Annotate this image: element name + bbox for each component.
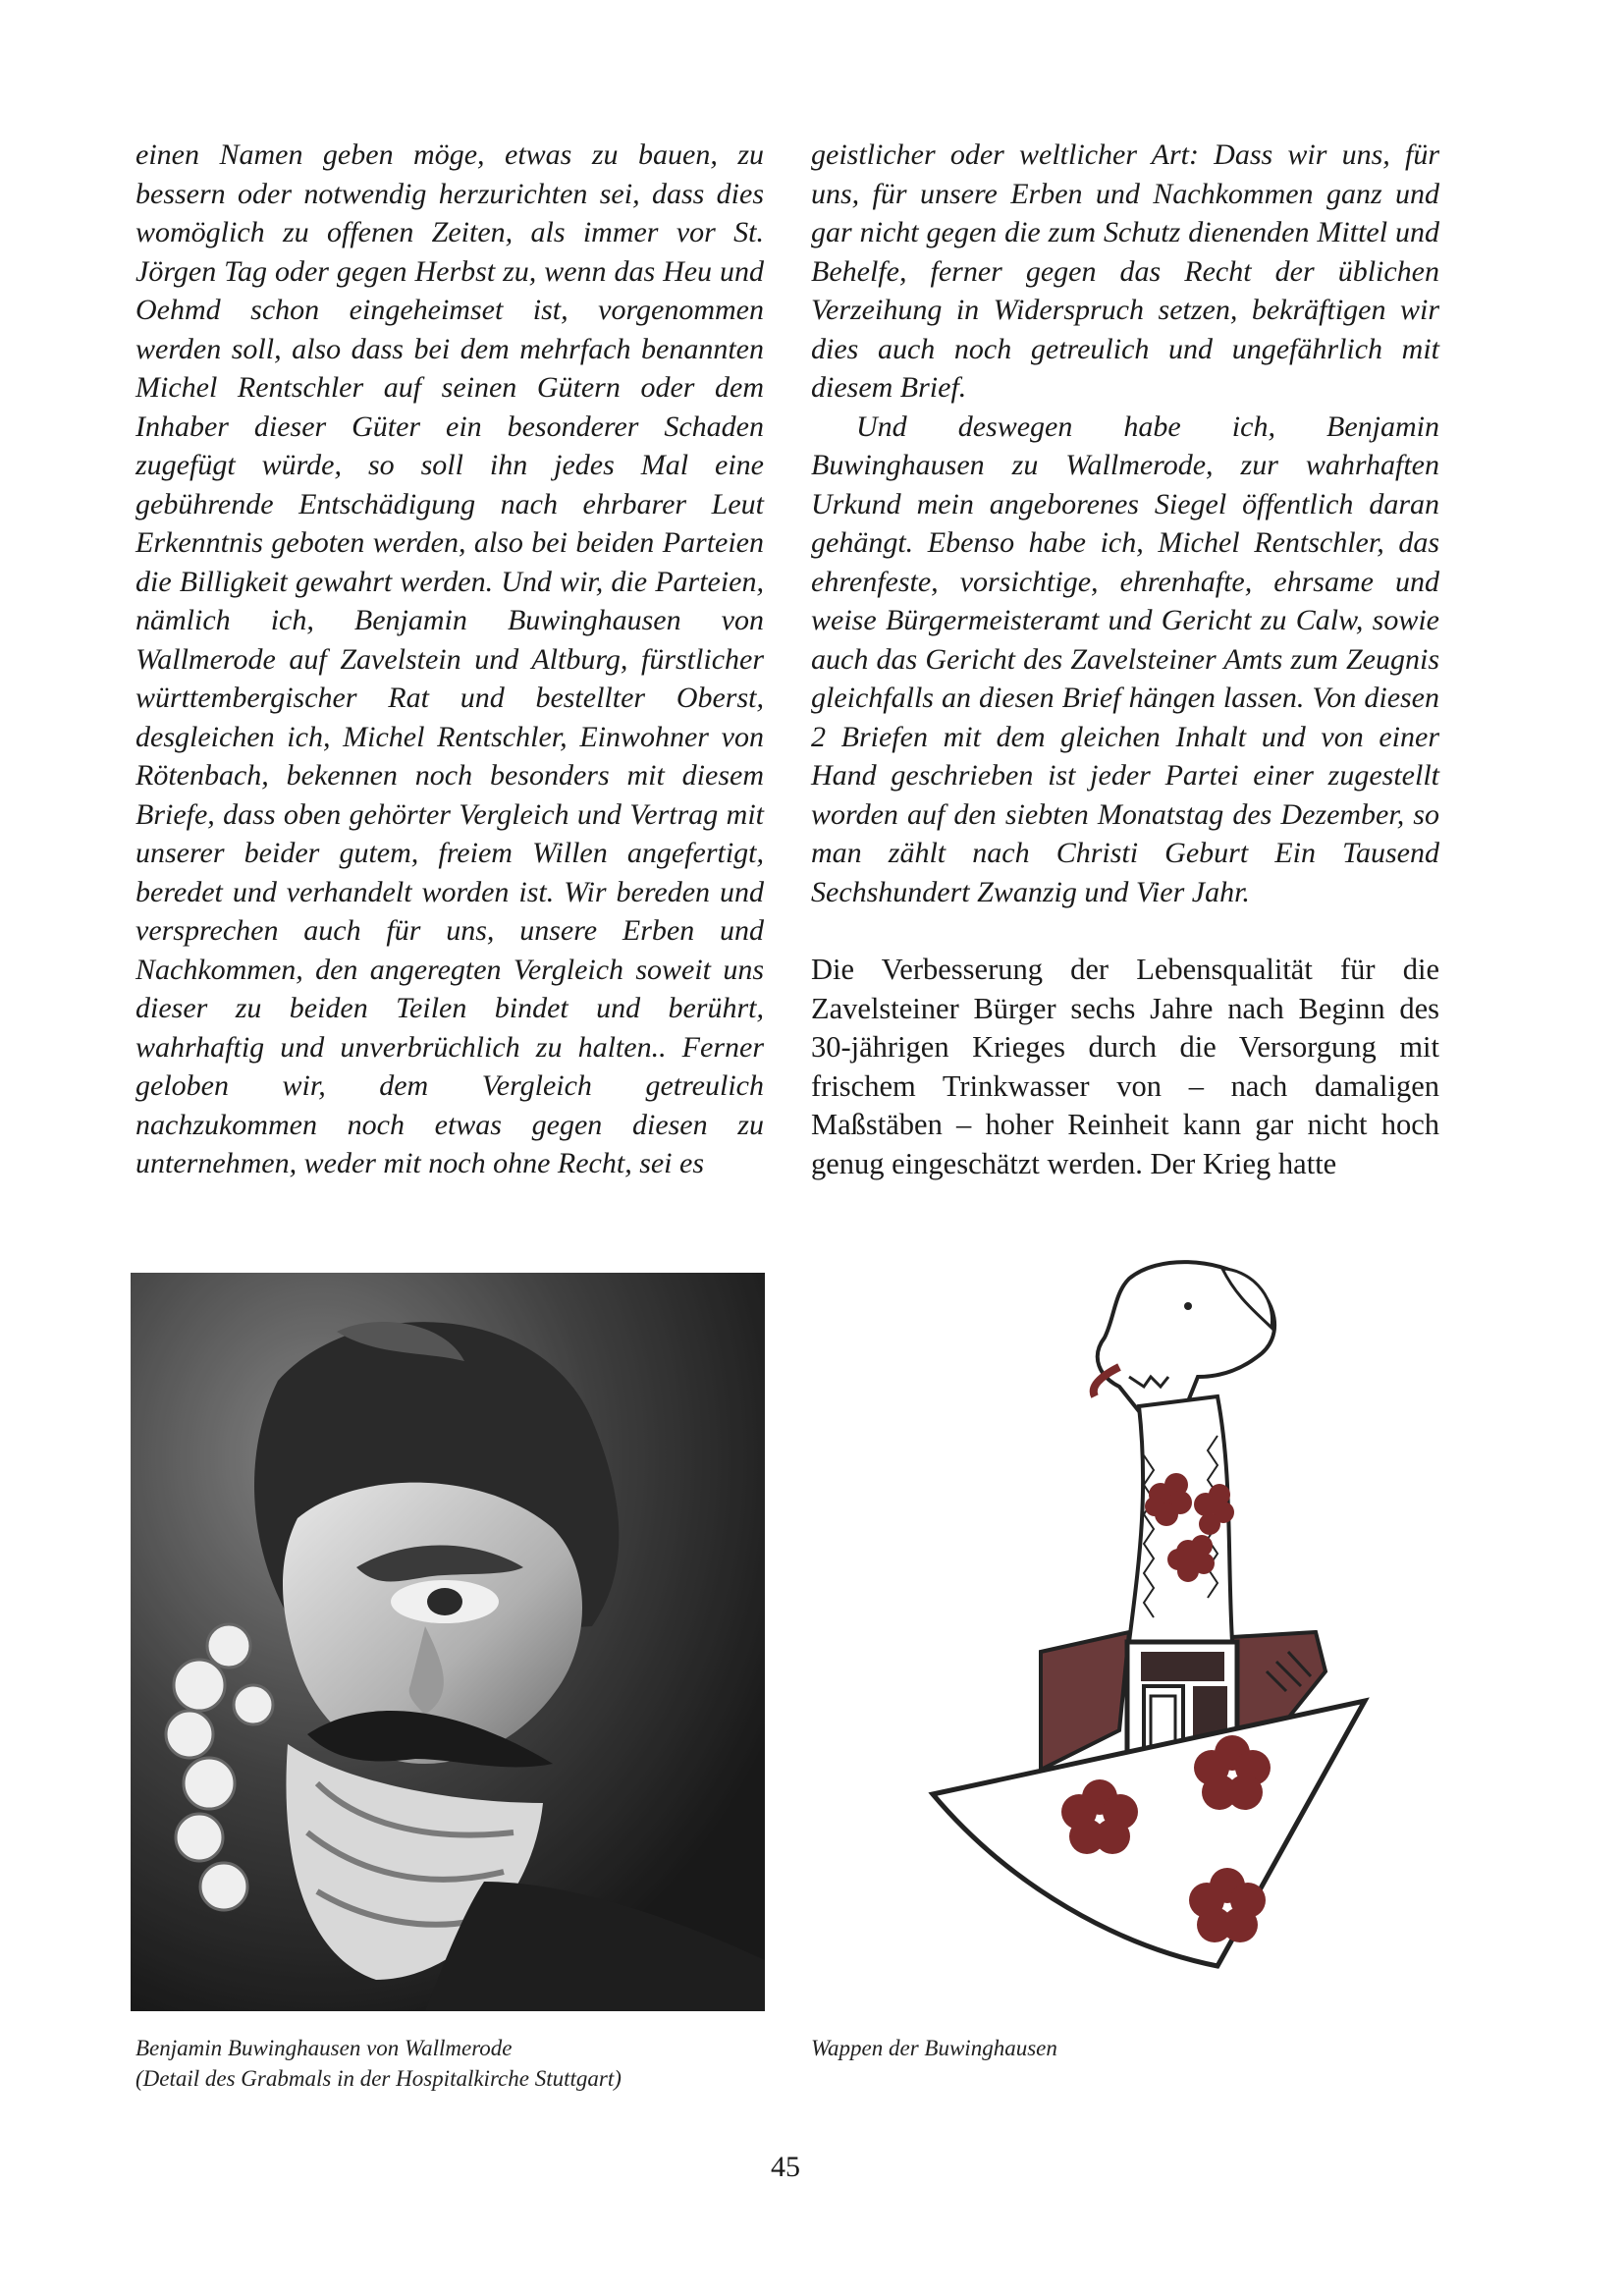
arms-caption: Wappen der Buwinghausen	[811, 2036, 1057, 2060]
right-column	[811, 136, 1439, 1183]
portrait-caption-line-2: (Detail des Grabmals in der Hospitalkirche Stuttgart)	[135, 2066, 622, 2091]
portrait-illustration	[131, 1273, 765, 2011]
coat-of-arms	[893, 1239, 1404, 1986]
left-column-text: einen Namen geben möge, etwas zu bauen, zu bessern oder notwendig herzurichten sei, dass dies womöglich zu offenen Zeiten, als immer vor St. Jörgen Tag oder gegen Herbst zu, wenn das Heu und Oehmd schon eingeheimset ist, vorgenommen werden soll, also dass bei dem mehrfach benannten Michel Rentschler auf seinen Gütern oder dem Inhaber dieser Güter ein besonderer Schaden zugefügt würde, so soll ihn jedes Mal eine gebührende Entschädigung nach ehrbarer Leut Erkenntnis geboten werden, also bei beiden Parteien die Billigkeit gewahrt werden. Und wir, die Parteien, nämlich ich, Benjamin Buwinghausen von Wallmerode auf Zavelstein und Altburg, fürstlicher württembergischer Rat und bestellter Oberst, desgleichen ich, Michel Rentschler, Einwohner von Rötenbach, bekennen noch besonders mit diesem Briefe, dass oben gehörter Vergleich und Vertrag mit unserer beider gutem, freiem Willen angefertigt, beredet und verhandelt worden ist. Wir bereden und versprechen auch für uns, unsere Erben und Nachkommen, den angeregten Vergleich soweit uns dieser zu beiden Teilen bindet und berührt, wahrhaftig und unverbrüchlich zu halten.. Ferner geloben wir, dem Vergleich getreulich nachzukommen noch etwas gegen diesen zu unternehmen, weder mit noch ohne Recht, sei es	[135, 138, 764, 1179]
right-paragraph-3: Die Verbesserung der Lebensqualität für die Zavelsteiner Bürger sechs Jahre nach Beginn des 30-jährigen Krieges durch die Versorgung mit frischem Trinkwasser von – nach damaligen Maßstäben – hoher Reinheit kann gar nicht hoch genug eingeschätzt werden. Der Krieg hatte	[811, 953, 1439, 1180]
left-column	[135, 136, 764, 1183]
portrait-caption-line-1: Benjamin Buwinghausen von Wallmerode	[135, 2036, 513, 2060]
coat-of-arms-illustration	[893, 1239, 1404, 1986]
page-number: 45	[771, 2151, 800, 2183]
portrait-photo	[131, 1273, 765, 2011]
portrait-caption	[135, 2033, 764, 2094]
right-paragraph-1: geistlicher oder weltlicher Art: Dass wir uns, für uns, für unsere Erben und Nachkommen ganz und gar nicht gegen die zum Schutz dienenden Mittel und Behelfe, ferner gegen das Recht der üblichen Verzeihung in Widerspruch setzen, bekräftigen wir dies auch noch getreulich und ungefährlich mit diesem Brief.	[811, 138, 1439, 404]
right-paragraph-2: Und deswegen habe ich, Benjamin Buwinghausen zu Wallmerode, zur wahrhaften Urkund mein angeborenes Siegel öffentlich daran gehängt. Ebenso habe ich, Michel Rentschler, das ehrenfeste, vorsichtige, ehrenhafte, ehrsame und weise Bürgermeisteramt und Gericht zu Calw, sowie auch das Gericht des Zavelsteiner Amts zum Zeugnis gleichfalls an diesen Brief hängen lassen. Von diesen 2 Briefen mit dem gleichen Inhalt und von einer Hand geschrieben ist jeder Partei einer zugestellt worden auf den siebten Monatstag des Dezember, so man zählt nach Christi Geburt Ein Tausend Sechshundert Zwanzig und Vier Jahr.	[811, 410, 1439, 908]
